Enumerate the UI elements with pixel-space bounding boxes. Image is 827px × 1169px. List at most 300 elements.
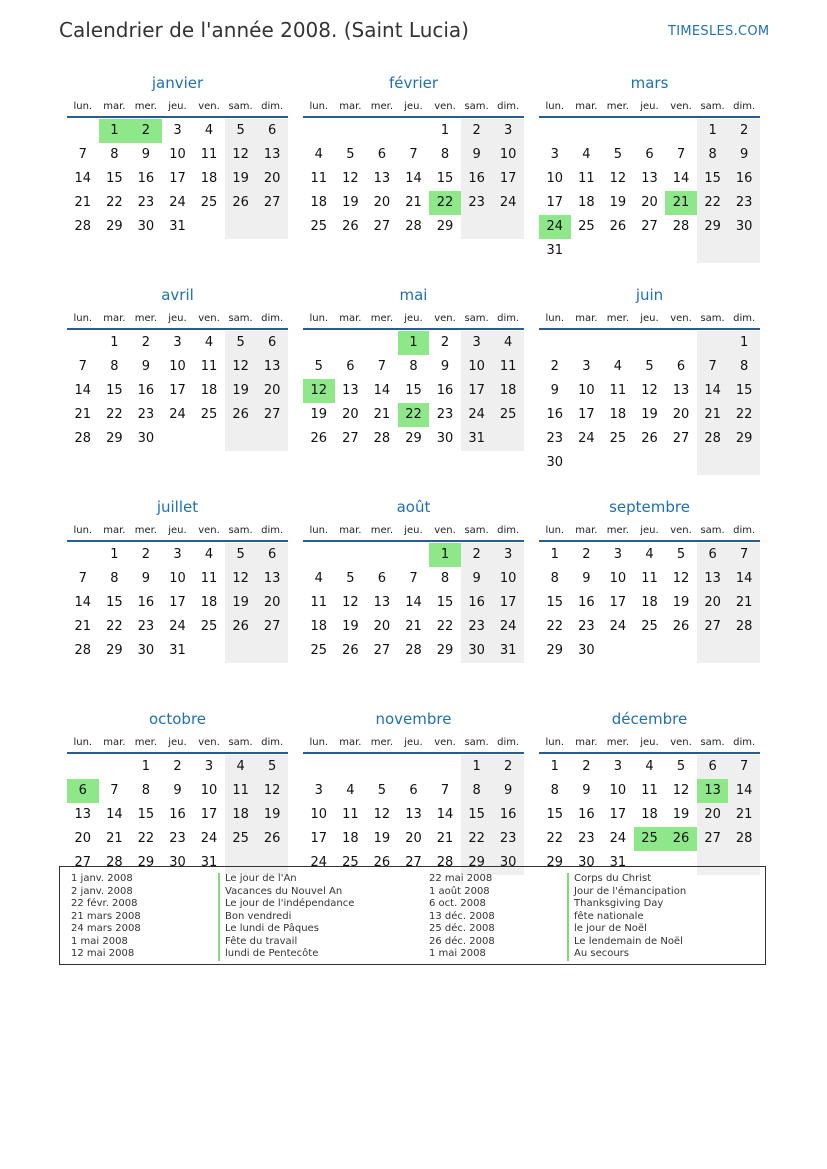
day-cell: 30 [169, 855, 186, 870]
day-cell: 16 [436, 383, 454, 398]
weekday-label: ven. [198, 525, 220, 536]
day-cell: 8 [440, 147, 450, 162]
day-cell: 28 [74, 219, 92, 234]
day-cell: 11 [200, 359, 218, 374]
day-cell: 6 [645, 147, 654, 162]
weekday-label: jeu. [404, 313, 423, 324]
day-cell: 5 [613, 147, 623, 162]
legend-date: 24 mars 2008 [71, 923, 141, 934]
day-cell: 2 [728, 119, 760, 143]
day-cell: 27 [641, 219, 658, 234]
holiday-day-cell: 6 [67, 779, 99, 803]
day-cell: 30 [492, 851, 524, 875]
day-cell: 20 [697, 803, 729, 827]
day-cell: 6 [256, 331, 288, 355]
day-cell: 28 [405, 643, 422, 658]
empty-day-cell [728, 239, 760, 263]
month-name: janvier [151, 74, 204, 92]
empty-day-cell [335, 755, 367, 779]
day-cell: 20 [405, 831, 422, 846]
day-cell: 22 [106, 407, 123, 422]
day-cell: 9 [173, 783, 182, 798]
weekday-label: ven. [434, 737, 456, 748]
day-cell: 19 [373, 831, 391, 846]
day-cell: 19 [641, 407, 658, 422]
legend-date: 26 déc. 2008 [429, 935, 495, 947]
day-cell: 10 [169, 147, 186, 162]
day-cell: 6 [697, 755, 729, 779]
day-cell: 18 [310, 195, 328, 210]
day-cell: 5 [225, 331, 257, 355]
empty-day-cell [303, 331, 335, 355]
legend-holiday-name: Le jour de l'An [225, 873, 297, 884]
day-cell: 2 [440, 335, 450, 350]
day-cell: 2 [582, 759, 591, 774]
weekday-label: sam. [228, 737, 253, 748]
day-cell: 3 [613, 759, 623, 774]
month-block [303, 496, 524, 708]
weekday-label: lun. [73, 101, 93, 112]
weekday-label: jeu. [640, 737, 659, 748]
weekday-label: ven. [198, 737, 220, 748]
day-cell: 13 [256, 143, 288, 167]
day-cell: 22 [546, 619, 564, 634]
day-cell: 23 [728, 191, 760, 215]
weekday-label: lun. [73, 525, 93, 536]
day-cell: 24 [492, 615, 524, 639]
weekday-label: mer. [134, 313, 158, 324]
day-cell: 15 [728, 379, 760, 403]
day-cell: 4 [314, 147, 323, 162]
day-cell: 1 [141, 759, 151, 774]
day-cell: 19 [225, 167, 257, 191]
day-cell: 11 [200, 571, 218, 586]
weekday-label: sam. [464, 525, 489, 536]
day-cell: 5 [676, 759, 686, 774]
day-cell: 12 [342, 595, 359, 610]
day-cell: 24 [609, 831, 627, 846]
day-cell: 21 [697, 403, 729, 427]
day-cell: 7 [676, 147, 686, 162]
day-cell: 23 [578, 619, 595, 634]
day-grid [539, 543, 760, 663]
day-cell: 30 [728, 215, 760, 239]
empty-day-cell [571, 119, 603, 143]
legend-date: 25 déc. 2008 [429, 923, 495, 934]
weekday-label: jeu. [168, 525, 187, 536]
day-cell: 25 [492, 403, 524, 427]
day-cell: 11 [200, 147, 218, 162]
day-cell: 20 [256, 379, 288, 403]
legend-date: 1 mai 2008 [429, 948, 486, 959]
weekday-label: jeu. [168, 313, 187, 324]
day-cell: 28 [728, 615, 760, 639]
month-name: décembre [611, 710, 688, 728]
empty-day-cell [492, 215, 524, 239]
empty-day-cell [571, 331, 603, 355]
weekday-label: mer. [606, 525, 630, 536]
day-cell: 23 [546, 431, 564, 446]
day-cell: 16 [461, 167, 493, 191]
empty-day-cell [492, 427, 524, 451]
weekday-label: sam. [228, 525, 253, 536]
holiday-day-cell: 22 [429, 191, 461, 215]
day-cell: 9 [582, 571, 591, 586]
weekday-label: mer. [606, 313, 630, 324]
empty-day-cell [398, 119, 430, 143]
holiday-day-cell: 21 [665, 191, 697, 215]
day-cell: 17 [578, 407, 595, 422]
weekday-label: lun. [73, 313, 93, 324]
legend-date: 22 mai 2008 [429, 873, 493, 884]
day-cell: 3 [613, 547, 623, 562]
day-cell: 26 [342, 643, 359, 658]
weekday-label: jeu. [168, 737, 187, 748]
day-cell: 14 [728, 779, 760, 803]
weekday-label: dim. [497, 313, 520, 324]
day-cell: 21 [74, 619, 92, 634]
day-cell: 14 [697, 379, 729, 403]
day-cell: 17 [169, 595, 186, 610]
empty-day-cell [67, 543, 99, 567]
day-cell: 13 [405, 807, 422, 822]
day-cell: 17 [169, 383, 186, 398]
legend-holiday-name: lundi de Pentecôte [225, 948, 319, 959]
day-cell: 2 [461, 543, 493, 567]
weekday-header [303, 96, 524, 118]
day-cell: 15 [106, 383, 123, 398]
day-cell: 9 [550, 383, 559, 398]
day-cell: 7 [409, 147, 418, 162]
day-cell: 21 [74, 407, 92, 422]
weekday-header [67, 520, 288, 542]
day-cell: 5 [225, 543, 257, 567]
day-cell: 9 [582, 783, 591, 798]
day-cell: 30 [436, 431, 454, 446]
empty-day-cell [303, 543, 335, 567]
day-cell: 25 [225, 827, 257, 851]
day-cell: 17 [200, 807, 218, 822]
day-cell: 23 [436, 407, 454, 422]
day-cell: 28 [672, 219, 690, 234]
legend-left-dates [71, 873, 141, 961]
weekday-label: mar. [575, 101, 598, 112]
day-cell: 30 [137, 219, 155, 234]
day-cell: 18 [200, 595, 218, 610]
day-cell: 20 [373, 619, 391, 634]
day-cell: 9 [492, 779, 524, 803]
day-cell: 13 [342, 383, 359, 398]
weekday-label: sam. [464, 313, 489, 324]
weekday-label: mar. [103, 737, 126, 748]
weekday-label: mer. [134, 101, 158, 112]
weekday-label: ven. [670, 737, 692, 748]
day-cell: 21 [373, 407, 391, 422]
day-cell: 11 [310, 595, 328, 610]
day-cell: 2 [141, 335, 151, 350]
day-cell: 17 [546, 195, 564, 210]
day-cell: 7 [377, 359, 387, 374]
empty-day-cell [335, 543, 367, 567]
legend-date: 12 mai 2008 [71, 948, 135, 959]
day-cell: 3 [173, 123, 182, 138]
month-name: septembre [609, 498, 690, 516]
holiday-day-cell: 2 [130, 119, 162, 143]
day-cell: 22 [546, 831, 564, 846]
day-cell: 17 [609, 595, 627, 610]
day-cell: 3 [492, 543, 524, 567]
day-cell: 5 [346, 571, 355, 586]
day-cell: 19 [342, 195, 359, 210]
legend-date: 22 févr. 2008 [71, 898, 138, 909]
day-cell: 12 [256, 779, 288, 803]
day-cell: 8 [110, 147, 119, 162]
weekday-label: mar. [339, 737, 362, 748]
day-cell: 14 [405, 595, 422, 610]
day-cell: 12 [641, 383, 658, 398]
day-grid [67, 755, 288, 875]
day-cell: 4 [645, 547, 654, 562]
day-cell: 20 [697, 591, 729, 615]
weekday-label: mar. [339, 101, 362, 112]
day-cell: 18 [200, 171, 218, 186]
legend-date: 6 oct. 2008 [429, 898, 486, 909]
weekday-label: jeu. [404, 525, 423, 536]
holiday-day-cell: 1 [99, 119, 131, 143]
day-cell: 7 [78, 359, 87, 374]
day-cell: 8 [728, 355, 760, 379]
day-cell: 17 [169, 171, 186, 186]
day-cell: 3 [582, 359, 591, 374]
brand-link[interactable]: TIMESLES.COM [668, 24, 770, 39]
day-cell: 4 [204, 547, 214, 562]
empty-day-cell [665, 331, 697, 355]
day-cell: 23 [492, 827, 524, 851]
day-cell: 6 [377, 571, 387, 586]
day-cell: 14 [373, 383, 391, 398]
day-cell: 25 [641, 619, 658, 634]
empty-day-cell [602, 119, 634, 143]
empty-day-cell [602, 331, 634, 355]
day-cell: 7 [78, 147, 87, 162]
day-cell: 15 [436, 595, 454, 610]
weekday-label: lun. [545, 525, 565, 536]
weekday-label: mer. [134, 737, 158, 748]
day-cell: 20 [641, 195, 658, 210]
day-cell: 14 [728, 567, 760, 591]
day-cell: 15 [697, 167, 729, 191]
day-grid [539, 119, 760, 263]
day-cell: 3 [204, 759, 214, 774]
day-cell: 26 [225, 403, 257, 427]
day-cell: 11 [342, 807, 359, 822]
day-cell: 7 [409, 571, 418, 586]
day-cell: 16 [578, 595, 595, 610]
empty-day-cell [193, 639, 225, 663]
weekday-label: mar. [575, 525, 598, 536]
day-cell: 22 [137, 831, 155, 846]
day-cell: 26 [609, 219, 627, 234]
weekday-label: mer. [606, 737, 630, 748]
day-cell: 14 [74, 171, 92, 186]
empty-day-cell [697, 451, 729, 475]
day-cell: 10 [578, 383, 595, 398]
day-cell: 21 [728, 591, 760, 615]
day-grid [67, 331, 288, 451]
day-cell: 12 [609, 171, 627, 186]
empty-day-cell [602, 451, 634, 475]
empty-day-cell [665, 119, 697, 143]
day-cell: 10 [169, 359, 186, 374]
weekday-label: mer. [370, 101, 394, 112]
day-cell: 6 [256, 543, 288, 567]
day-cell: 12 [342, 171, 359, 186]
legend-holiday-name: Le jour de l'indépendance [225, 898, 355, 909]
month-name: février [388, 74, 439, 92]
day-cell: 13 [256, 355, 288, 379]
day-cell: 9 [141, 147, 151, 162]
day-cell: 22 [461, 827, 493, 851]
day-grid [539, 331, 760, 475]
day-cell: 24 [200, 831, 218, 846]
empty-day-cell [634, 119, 666, 143]
day-cell: 26 [672, 619, 690, 634]
day-cell: 1 [550, 759, 559, 774]
day-cell: 29 [461, 851, 493, 875]
legend-date: 2 janv. 2008 [71, 885, 133, 897]
day-cell: 1 [110, 547, 119, 562]
day-cell: 4 [613, 359, 623, 374]
weekday-header [67, 96, 288, 118]
day-cell: 21 [728, 803, 760, 827]
day-cell: 8 [697, 143, 729, 167]
day-cell: 19 [672, 807, 690, 822]
weekday-label: sam. [464, 737, 489, 748]
day-cell: 27 [342, 431, 359, 446]
day-cell: 24 [461, 403, 493, 427]
day-cell: 12 [672, 571, 690, 586]
day-cell: 2 [461, 119, 493, 143]
day-cell: 10 [546, 171, 564, 186]
empty-day-cell [461, 215, 493, 239]
month-block [539, 496, 760, 708]
day-cell: 29 [436, 219, 454, 234]
month-name: avril [161, 286, 194, 304]
day-cell: 27 [697, 615, 729, 639]
day-cell: 7 [440, 783, 450, 798]
day-cell: 29 [697, 215, 729, 239]
day-cell: 31 [546, 243, 564, 258]
empty-day-cell [634, 639, 666, 663]
day-cell: 26 [342, 219, 359, 234]
day-cell: 15 [546, 807, 564, 822]
day-cell: 5 [377, 783, 387, 798]
weekday-label: dim. [261, 101, 284, 112]
weekday-header [67, 732, 288, 754]
calendar-grid [67, 72, 761, 898]
day-cell: 7 [728, 755, 760, 779]
day-cell: 14 [672, 171, 690, 186]
month-block [67, 496, 288, 708]
day-cell: 9 [461, 143, 493, 167]
day-cell: 10 [310, 807, 328, 822]
day-cell: 29 [546, 855, 564, 870]
day-cell: 17 [609, 807, 627, 822]
day-cell: 22 [106, 195, 123, 210]
weekday-label: ven. [434, 313, 456, 324]
day-cell: 24 [609, 619, 627, 634]
legend-holiday-name: fête nationale [574, 910, 644, 922]
weekday-label: sam. [700, 101, 725, 112]
weekday-label: mar. [339, 525, 362, 536]
empty-day-cell [539, 119, 571, 143]
legend-right-names [567, 873, 686, 961]
day-cell: 29 [728, 427, 760, 451]
weekday-label: ven. [198, 313, 220, 324]
day-cell: 17 [492, 167, 524, 191]
day-cell: 16 [137, 383, 155, 398]
day-cell: 2 [173, 759, 182, 774]
day-cell: 3 [550, 147, 559, 162]
day-grid [303, 543, 524, 663]
legend-holiday-name: le jour de Noël [574, 923, 647, 934]
weekday-label: sam. [228, 313, 253, 324]
day-cell: 22 [728, 403, 760, 427]
empty-day-cell [256, 215, 288, 239]
day-cell: 9 [141, 571, 151, 586]
month-block [67, 72, 288, 284]
day-cell: 25 [200, 407, 218, 422]
holiday-day-cell: 26 [665, 827, 697, 851]
day-cell: 25 [578, 219, 595, 234]
day-cell: 21 [436, 831, 454, 846]
day-cell: 10 [492, 143, 524, 167]
empty-day-cell [67, 331, 99, 355]
day-cell: 23 [169, 831, 186, 846]
day-grid [539, 755, 760, 875]
day-cell: 6 [346, 359, 355, 374]
day-cell: 4 [582, 147, 591, 162]
day-grid [303, 755, 524, 875]
day-cell: 16 [728, 167, 760, 191]
day-cell: 23 [137, 195, 155, 210]
weekday-label: mer. [606, 101, 630, 112]
day-cell: 19 [225, 379, 257, 403]
weekday-label: jeu. [640, 525, 659, 536]
day-cell: 18 [641, 595, 658, 610]
day-cell: 14 [436, 807, 454, 822]
empty-day-cell [634, 331, 666, 355]
day-cell: 5 [314, 359, 323, 374]
day-cell: 27 [405, 855, 422, 870]
day-cell: 24 [169, 619, 186, 634]
day-cell: 8 [550, 783, 559, 798]
day-cell: 19 [609, 195, 627, 210]
day-cell: 29 [546, 643, 564, 658]
day-cell: 8 [550, 571, 559, 586]
day-grid [303, 119, 524, 239]
weekday-label: dim. [733, 525, 756, 536]
day-cell: 31 [492, 639, 524, 663]
day-cell: 18 [609, 407, 627, 422]
day-cell: 9 [728, 143, 760, 167]
weekday-label: ven. [670, 313, 692, 324]
empty-day-cell [335, 331, 367, 355]
empty-day-cell [634, 239, 666, 263]
day-cell: 20 [74, 831, 92, 846]
legend-date: 13 déc. 2008 [429, 910, 495, 922]
day-cell: 28 [728, 827, 760, 851]
